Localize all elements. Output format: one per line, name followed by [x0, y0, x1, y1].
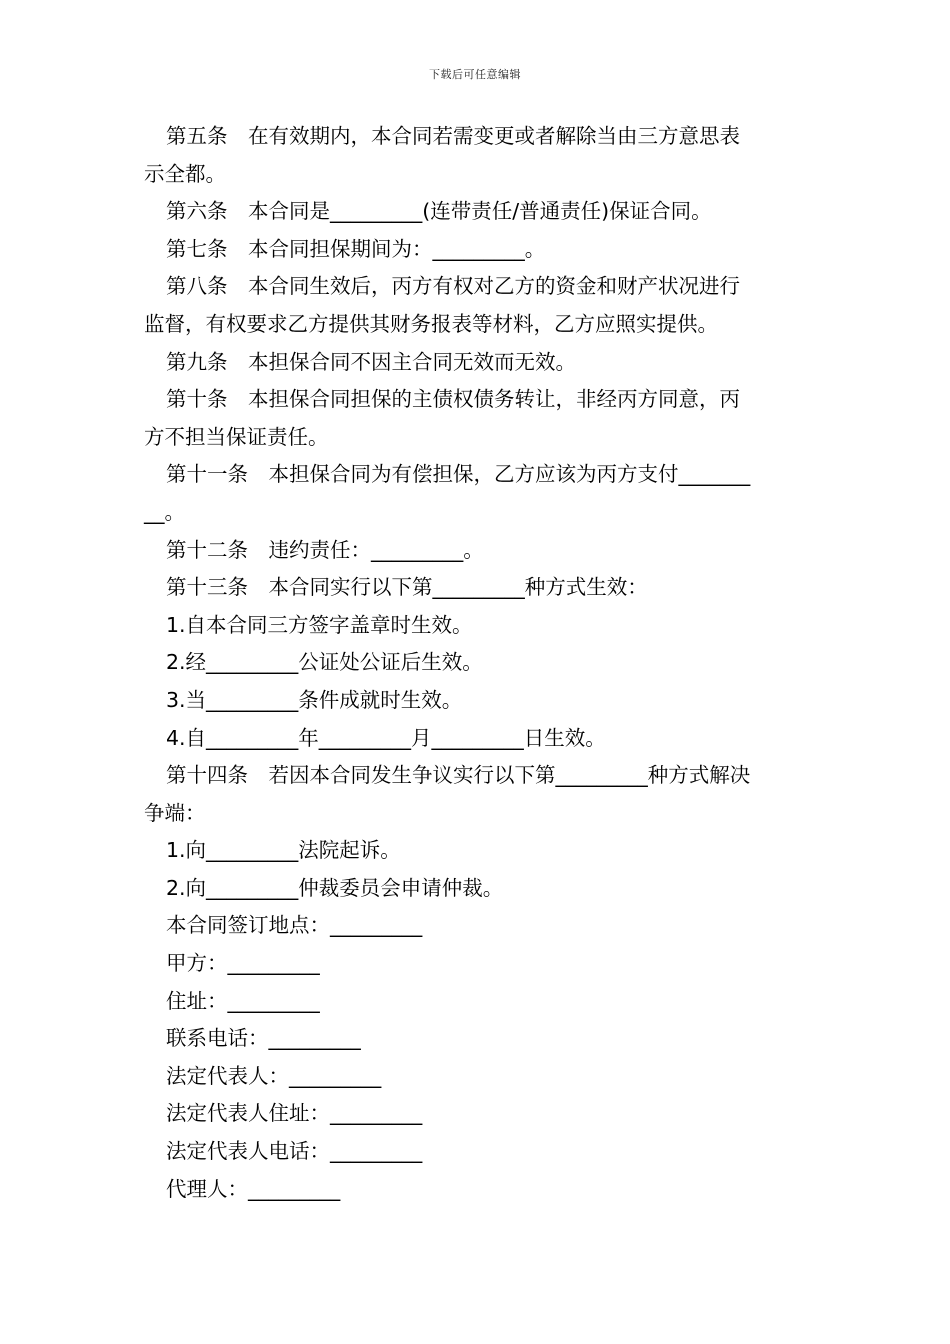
article-13: 第十三条 本合同实行以下第_________种方式生效：	[166, 575, 648, 600]
article-14-option-1: 1.向_________法院起诉。	[166, 838, 401, 863]
article-13-option-2: 2.经_________公证处公证后生效。	[166, 650, 483, 675]
legal-rep-phone-field: 法定代表人电话：_________	[166, 1139, 423, 1164]
signing-place-field: 本合同签订地点：_________	[166, 913, 423, 938]
article-6: 第六条 本合同是_________(连带责任/普通责任)保证合同。	[166, 199, 712, 224]
article-14-option-2: 2.向_________仲裁委员会申请仲裁。	[166, 875, 504, 900]
article-13-option-3: 3.当_________条件成就时生效。	[166, 687, 463, 712]
article-8-line-1: 第八条 本合同生效后，丙方有权对乙方的资金和财产状况进行	[166, 274, 740, 299]
party-a-field: 甲方：_________	[166, 951, 320, 976]
article-12: 第十二条 违约责任：_________。	[166, 537, 484, 562]
article-14-line-2: 争端：	[144, 800, 206, 825]
article-13-option-4: 4.自_________年_________月_________日生效。	[166, 725, 606, 750]
article-7: 第七条 本合同担保期间为：_________。	[166, 236, 546, 261]
article-5-line-1: 第五条 在有效期内，本合同若需变更或者解除当由三方意思表	[166, 124, 740, 148]
article-10-line-1: 第十条 本担保合同担保的主债权债务转让，非经丙方同意，丙	[166, 387, 740, 412]
article-14-line-1: 第十四条 若因本合同发生争议实行以下第_________种方式解决	[166, 763, 751, 788]
article-9: 第九条 本担保合同不因主合同无效而无效。	[166, 349, 576, 374]
phone-field: 联系电话：_________	[166, 1026, 361, 1051]
article-11-line-1: 第十一条 本担保合同为有偿担保，乙方应该为丙方支付_______	[166, 462, 751, 487]
article-13-option-1: 1.自本合同三方签字盖章时生效。	[166, 612, 473, 637]
address-field: 住址：_________	[166, 988, 320, 1013]
legal-rep-address-field: 法定代表人住址：_________	[166, 1101, 423, 1126]
article-5-line-2: 示全都。	[144, 161, 226, 186]
page-header: 下载后可任意编辑	[429, 68, 521, 81]
legal-rep-field: 法定代表人：_________	[166, 1063, 382, 1088]
document-body	[144, 118, 810, 1208]
agent-field: 代理人：_________	[166, 1176, 341, 1201]
article-10-line-2: 方不担当保证责任。	[144, 424, 329, 449]
article-11-line-2: __。	[144, 499, 185, 524]
article-8-line-2: 监督，有权要求乙方提供其财务报表等材料，乙方应照实提供。	[144, 311, 718, 336]
